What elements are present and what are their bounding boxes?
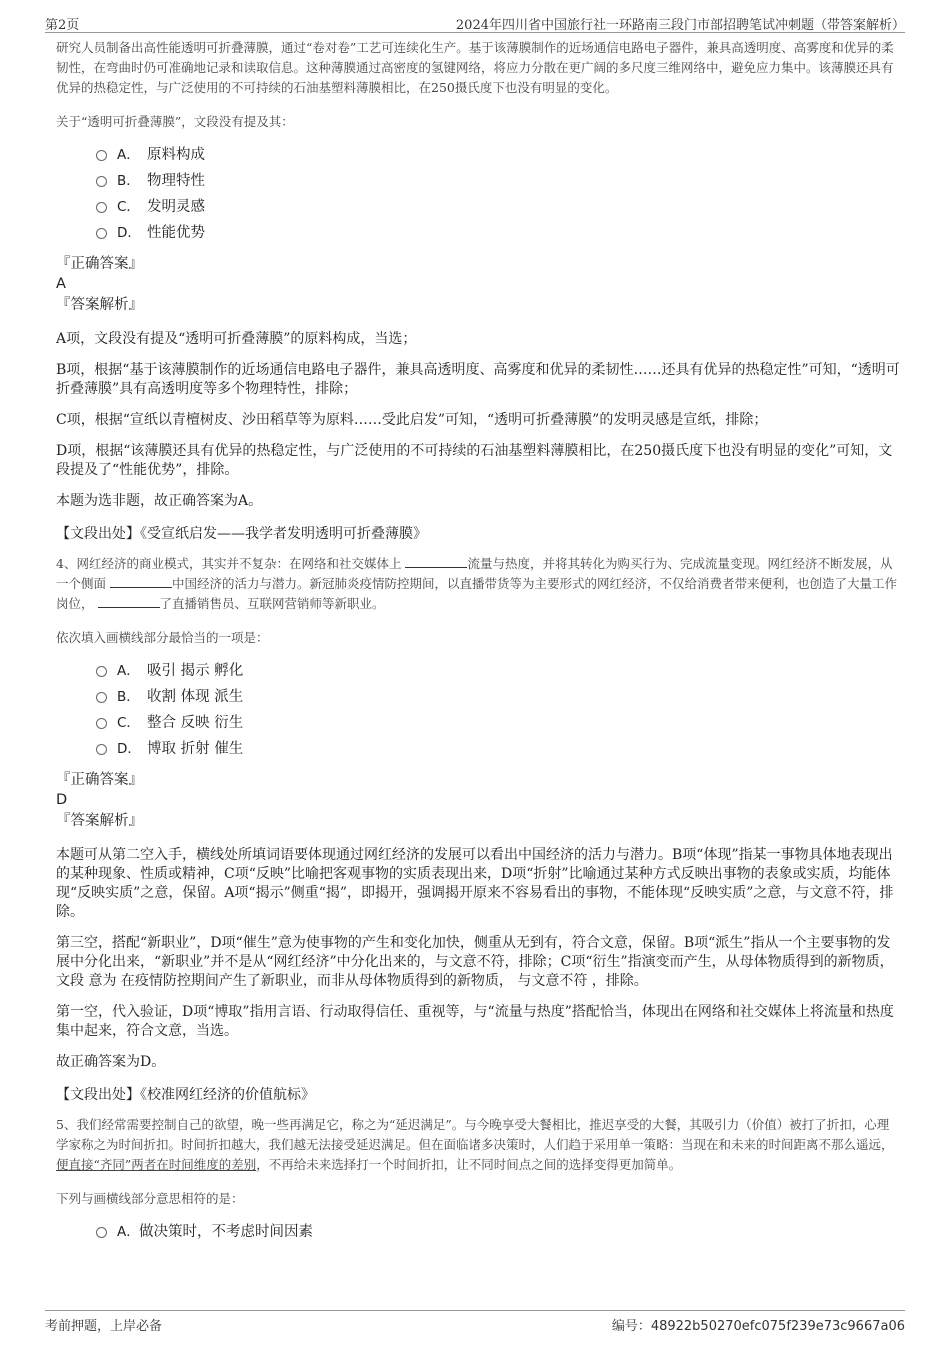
q3-answer: A [56, 276, 66, 292]
q4-analysis-label: 『答案解析』 [56, 813, 143, 829]
q3-analysis-a: A项，文段没有提及“透明可折叠薄膜”的原料构成，当选； [56, 331, 417, 347]
q3-question: 关于“透明可折叠薄膜”，文段没有提及其： [56, 114, 294, 129]
q3-option-a[interactable]: A． 原料构成 [96, 142, 900, 168]
radio-icon[interactable] [96, 744, 107, 755]
q3-options [96, 142, 900, 246]
q4-source: 【文段出处】《校准网红经济的价值航标》 [56, 1087, 315, 1103]
q3-source: 【文段出处】《受宣纸启发——我学者发明透明可折叠薄膜》 [56, 526, 427, 542]
page-content [56, 38, 900, 1245]
document-title: 2024年四川省中国旅行社一环路南三段门市部招聘笔试冲刺题（带答案解析） [455, 18, 905, 33]
q5-options [96, 1219, 900, 1245]
q3-answer-label: 『正确答案』 [56, 256, 143, 272]
q3-analysis-conclusion: 本题为选非题，故正确答案为A。 [56, 493, 263, 509]
q3-analysis-b: B项，根据“基于该薄膜制作的近场通信电路电子器件，兼具高透明度、高雾度和优异的柔韧性……还具有优异的热稳定性”可知，“透明可折叠薄膜”具有高透明度等多个物理特性，排除； [56, 362, 900, 397]
q4-option-a[interactable]: A． 吸引 揭示 孵化 [96, 658, 900, 684]
radio-icon[interactable] [96, 228, 107, 239]
q4-option-d[interactable]: D． 博取 折射 催生 [96, 736, 900, 762]
page-number: 第2页 [45, 18, 80, 33]
q3-analysis-label: 『答案解析』 [56, 297, 143, 313]
q3-analysis-d: D项，根据“该薄膜还具有优异的热稳定性，与广泛使用的不可持续的石油基塑料薄膜相比，在250摄氏度下也没有明显的变化”可知，文段提及了“性能优势”，排除。 [56, 443, 893, 478]
radio-icon[interactable] [96, 666, 107, 677]
underlined-phrase: 便直接“齐同”两者在时间维度的差别 [56, 1157, 257, 1172]
q5-question: 下列与画横线部分意思相符的是： [56, 1191, 244, 1206]
q4-option-b[interactable]: B． 收割 体现 派生 [96, 684, 900, 710]
q4-question: 依次填入画横线部分最恰当的一项是： [56, 630, 269, 645]
q4-answer: D [56, 792, 68, 808]
footer-slogan: 考前押题，上岸必备 [45, 1319, 163, 1334]
q5-stem: 5、我们经常需要控制自己的欲望，晚一些再满足它，称之为“延迟满足”。与今晚享受大餐相比，推迟享受的大餐，其吸引力（价值）被打了折扣，心理学家称之为时间折扣。时间折扣越大，我们越无法接受延迟满足。但在面临诸多决策时，人们趋于采用单一策略：当现在和未来的时间距离不那么遥远，便直接“齐同”两者在时间维度的差别，不再给未来选择打一个时间折扣，让不同时间点之间的选择变得更加简单。 [56, 1117, 894, 1172]
document-code: 编号：48922b50270efc075f239e73c9667a06 [611, 1319, 905, 1334]
fill-blank-3 [98, 595, 160, 608]
page-footer [45, 1310, 905, 1335]
q3-option-c[interactable]: C． 发明灵感 [96, 194, 900, 220]
radio-icon[interactable] [96, 150, 107, 161]
radio-icon[interactable] [96, 176, 107, 187]
q4-analysis-blank1: 第一空，代入验证，D项“博取”指用言语、行动取得信任、重视等，与“流量与热度”搭配恰当，体现出在网络和社交媒体上将流量和热度集中起来，符合文意，当选。 [56, 1004, 894, 1039]
q4-analysis-blank2: 本题可从第二空入手，横线处所填词语要体现通过网红经济的发展可以看出中国经济的活力与潜力。B项“体现”指某一事物具体地表现出的某种现象、性质或精神，C项“反映”比喻把客观事物的实质表现出来，D项“折射”比喻通过某种方式反映出事物的表象或实质，均能体现“反映实质”之意，保留。A项“揭示”侧重“揭”，即揭开，强调揭开原来不容易看出的事物，不能体现“反映实质”之意，与文意不符，排除。 [56, 847, 894, 920]
radio-icon[interactable] [96, 718, 107, 729]
radio-icon[interactable] [96, 1227, 107, 1238]
fill-blank-1 [405, 555, 467, 568]
q4-stem: 4、网红经济的商业模式，其实并不复杂：在网络和社交媒体上 流量与热度，并将其转化为购买行为、完成流量变现。网红经济不断发展，从一个侧面 中国经济的活力与潜力。新冠肺炎疫情防控期间，以直播带货等为主要形式的网红经济，不仅给消费者带来便利，也创造了大量工作岗位， 了直播销售员、互联网营销师等新职业。 [56, 556, 898, 611]
q4-analysis-blank3: 第三空，搭配“新职业”，D项“催生”意为使事物的产生和变化加快，侧重从无到有，符合文意，保留。B项“派生”指从一个主要事物的发展中分化出来，“新职业”并不是从“网红经济”中分化出来的，与文意不符，排除；C项“衍生”指演变而产生，从母体物质得到的新物质，文段 意为 在疫情防控期间产生了新职业，而非从母体物质得到的新物质， 与文意不符 ，排除。 [56, 935, 894, 989]
q4-options [96, 658, 900, 762]
q3-passage: 研究人员制备出高性能透明可折叠薄膜，通过“卷对卷”工艺可连续化生产。基于该薄膜制作的近场通信电路电子器件，兼具高透明度、高雾度和优异的柔韧性，在弯曲时仍可准确地记录和读取信息。这种薄膜通过高密度的氢键网络，将应力分散在更广阔的多尺度三维网络中，避免应力集中。该薄膜还具有优异的热稳定性，与广泛使用的不可持续的石油基塑料薄膜相比，在250摄氏度下也没有明显的变化。 [56, 40, 894, 95]
q3-option-d[interactable]: D． 性能优势 [96, 220, 900, 246]
radio-icon[interactable] [96, 202, 107, 213]
q4-analysis-conclusion: 故正确答案为D。 [56, 1054, 166, 1070]
q5-option-a[interactable]: A． 做决策时，不考虑时间因素 [96, 1219, 900, 1245]
radio-icon[interactable] [96, 692, 107, 703]
fill-blank-2 [110, 575, 172, 588]
page-header [45, 12, 905, 33]
q3-option-b[interactable]: B． 物理特性 [96, 168, 900, 194]
q3-analysis-c: C项，根据“宣纸以青檀树皮、沙田稻草等为原料……受此启发”可知，“透明可折叠薄膜”的发明灵感是宣纸，排除； [56, 412, 768, 428]
q4-answer-label: 『正确答案』 [56, 772, 143, 788]
q4-option-c[interactable]: C． 整合 反映 衍生 [96, 710, 900, 736]
